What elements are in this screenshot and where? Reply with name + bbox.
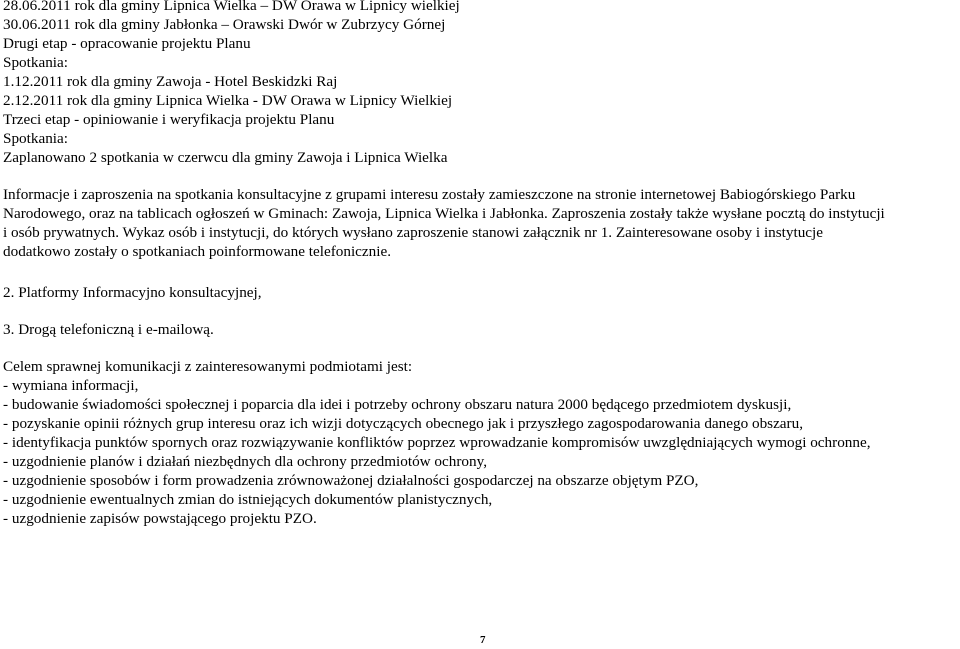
stage-two-heading: Drugi etap - opracowanie projektu Planu: [3, 35, 251, 52]
meeting-line-lipnica-december: 2.12.2011 rok dla gminy Lipnica Wielka - DW Orawa w Lipnicy Wielkiej: [3, 92, 453, 109]
goal-list-item: - uzgodnienie planów i działań niezbędnych dla ochrony przedmiotów ochrony,: [3, 453, 488, 470]
meeting-line-zawoja-december: 1.12.2011 rok dla gminy Zawoja - Hotel Beskidzki Raj: [3, 73, 338, 90]
paragraph-line: i osób prywatnych. Wykaz osób i instytucji, do których wysłano zaproszenie stanowi załącznik nr 1. Zainteresowane osoby i instytucje: [3, 224, 823, 241]
goal-list-item: - wymiana informacji,: [3, 377, 139, 394]
goal-list-item: - pozyskanie opinii różnych grup interesu oraz ich wizji dotyczących obecnego jak i przyszłego zagospodarowania danego obszaru,: [3, 415, 803, 432]
numbered-item-2: 2. Platformy Informacyjno konsultacyjnej,: [3, 284, 262, 301]
goal-list-item: - identyfikacja punktów spornych oraz rozwiązywanie konfliktów poprzez wprowadzanie kompromisów uwzględniających wymogi ochronne,: [3, 434, 871, 451]
stage-three-heading: Trzeci etap - opiniowanie i weryfikacja projektu Planu: [3, 111, 335, 128]
meetings-label: Spotkania:: [3, 54, 68, 71]
page-number: 7: [480, 634, 486, 646]
meeting-line-lipnica-june: 28.06.2011 rok dla gminy Lipnica Wielka – DW Orawa w Lipnicy wielkiej: [3, 0, 460, 14]
goal-list-item: - uzgodnienie zapisów powstającego projektu PZO.: [3, 510, 317, 527]
goal-list-item: - uzgodnienie ewentualnych zmian do istniejących dokumentów planistycznych,: [3, 491, 493, 508]
meetings-label: Spotkania:: [3, 130, 68, 147]
paragraph-line: dodatkowo zostały o spotkaniach poinformowane telefonicznie.: [3, 243, 392, 260]
numbered-item-3: 3. Drogą telefoniczną i e-mailową.: [3, 321, 214, 338]
paragraph-line: Narodowego, oraz na tablicach ogłoszeń w Gminach: Zawoja, Lipnica Wielka i Jabłonka. Zaproszenia zostały także wysłane pocztą do instytucji: [3, 205, 885, 222]
goal-list-item: - uzgodnienie sposobów i form prowadzenia zrównoważonej działalności gospodarczej na obszarze objętym PZO,: [3, 472, 699, 489]
communication-goals-intro: Celem sprawnej komunikacji z zainteresowanymi podmiotami jest:: [3, 358, 413, 375]
paragraph-line: Informacje i zaproszenia na spotkania konsultacyjne z grupami interesu zostały zamieszczone na stronie internetowej Babiogórskiego Parku: [3, 186, 856, 203]
goal-list-item: - budowanie świadomości społecznej i poparcia dla idei i potrzeby ochrony obszaru natura 2000 będącego przedmiotem dyskusji,: [3, 396, 792, 413]
meeting-line-jablonka-june: 30.06.2011 rok dla gminy Jabłonka – Orawski Dwór w Zubrzycy Górnej: [3, 16, 446, 33]
planned-meetings-line: Zaplanowano 2 spotkania w czerwcu dla gminy Zawoja i Lipnica Wielka: [3, 149, 448, 166]
